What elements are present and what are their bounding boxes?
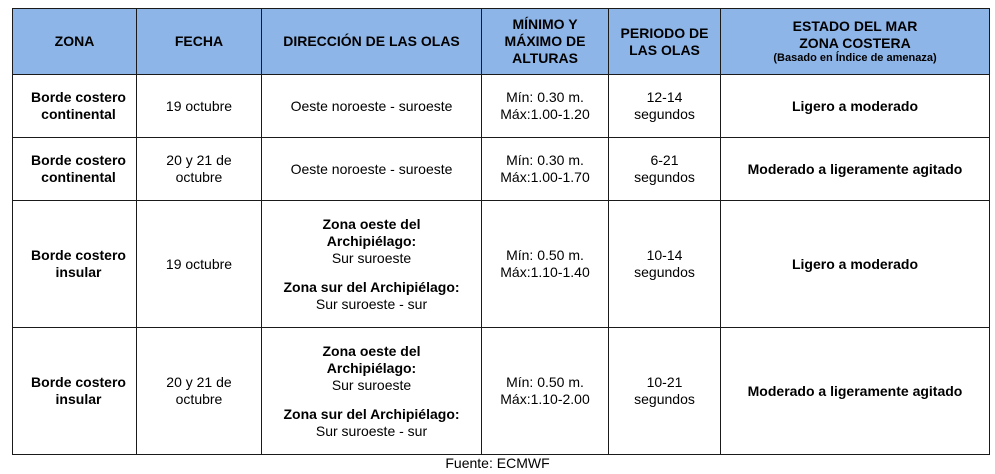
spacer: [262, 394, 481, 406]
direccion-cell: [262, 201, 482, 328]
alturas-min: Mín: 0.50 m.: [506, 374, 584, 390]
header-estado: [721, 9, 990, 75]
fecha-cell: [137, 328, 262, 455]
direccion-zone-title: Archipiélago:: [326, 359, 417, 376]
header-periodo: [609, 9, 721, 75]
periodo-cell: [609, 328, 721, 455]
zona-cell: [13, 201, 137, 328]
zona-line: Borde costero: [31, 374, 126, 390]
direccion-value: Sur suroeste - sur: [315, 422, 428, 439]
alturas-cell: [482, 138, 609, 201]
header-alturas: [482, 9, 609, 75]
header-row: [13, 9, 990, 75]
estado-cell: Moderado a ligeramente agitado: [721, 138, 990, 201]
periodo-value: 12-14: [646, 89, 683, 105]
table-row: [13, 138, 990, 201]
fecha-line: 20 y 21 de: [166, 374, 232, 390]
header-periodo-line: LAS OLAS: [629, 41, 700, 58]
header-estado-note: (Basado en Índice de amenaza): [773, 52, 937, 64]
zona-line: Borde costero: [31, 247, 126, 263]
header-alturas-line: MÍNIMO Y: [512, 16, 578, 32]
fecha-line: 19 octubre: [165, 97, 233, 114]
source-caption: Fuente: ECMWF: [445, 455, 550, 471]
header-alturas-line: ALTURAS: [512, 50, 578, 66]
periodo-cell: [609, 138, 721, 201]
fecha-line: 20 y 21 de: [166, 152, 232, 168]
zona-line: continental: [41, 169, 116, 185]
wave-forecast-table: [12, 8, 990, 455]
header-fecha: FECHA: [137, 9, 262, 75]
zona-line: Borde costero: [31, 152, 126, 168]
table-row: [13, 201, 990, 328]
estado-cell: Moderado a ligeramente agitado: [721, 328, 990, 455]
direccion-zone-title: Archipiélago:: [326, 232, 417, 249]
periodo-cell: [609, 201, 721, 328]
alturas-max: Máx:1.10-2.00: [500, 391, 590, 407]
direccion-zone-title: Zona oeste del: [322, 215, 421, 232]
direccion-cell: Oeste noroeste - suroeste: [262, 75, 482, 138]
alturas-max: Máx:1.10-1.40: [500, 264, 590, 280]
alturas-min: Mín: 0.50 m.: [506, 247, 584, 263]
zona-line: Borde costero: [31, 89, 126, 105]
zona-line: insular: [55, 391, 102, 407]
fecha-line: octubre: [175, 169, 223, 185]
estado-cell: Ligero a moderado: [721, 75, 990, 138]
zona-cell: [13, 75, 137, 138]
fecha-cell: [137, 201, 262, 328]
periodo-value: 6-21: [650, 152, 679, 168]
zona-line: insular: [55, 264, 102, 280]
header-alturas-line: MÁXIMO DE: [504, 33, 586, 49]
direccion-value: Sur suroeste: [331, 376, 412, 393]
alturas-min: Mín: 0.30 m.: [506, 89, 584, 105]
alturas-max: Máx:1.00-1.20: [500, 106, 590, 122]
header-estado-line: ESTADO DEL MAR: [792, 18, 918, 34]
spacer: [262, 267, 481, 279]
table-row: [13, 75, 990, 138]
alturas-max: Máx:1.00-1.70: [500, 169, 590, 185]
periodo-unit: segundos: [634, 106, 695, 122]
zona-line: continental: [41, 106, 116, 122]
alturas-cell: [482, 328, 609, 455]
header-zona: ZONA: [13, 9, 137, 75]
direccion-cell: [262, 328, 482, 455]
alturas-min: Mín: 0.30 m.: [506, 152, 584, 168]
zona-cell: [13, 138, 137, 201]
direccion-cell: Oeste noroeste - suroeste: [262, 138, 482, 201]
direccion-zone-title: Zona sur del Archipiélago:: [283, 405, 460, 422]
periodo-cell: [609, 75, 721, 138]
periodo-unit: segundos: [634, 391, 695, 407]
direccion-value: Sur suroeste: [331, 249, 412, 266]
fecha-line: octubre: [175, 391, 223, 407]
periodo-value: 10-14: [646, 247, 683, 263]
direccion-zone-title: Zona oeste del: [322, 342, 421, 359]
alturas-cell: [482, 75, 609, 138]
table-row: [13, 328, 990, 455]
alturas-cell: [482, 201, 609, 328]
fecha-line: 19 octubre: [165, 255, 233, 272]
fecha-cell: [137, 75, 262, 138]
header-estado-line: ZONA COSTERA: [799, 35, 911, 51]
estado-cell: Ligero a moderado: [721, 201, 990, 328]
periodo-value: 10-21: [646, 374, 683, 390]
header-periodo-line: PERIODO DE: [620, 24, 709, 41]
periodo-unit: segundos: [634, 169, 695, 185]
zona-cell: [13, 328, 137, 455]
fecha-cell: [137, 138, 262, 201]
direccion-zone-title: Zona sur del Archipiélago:: [283, 278, 460, 295]
periodo-unit: segundos: [634, 264, 695, 280]
direccion-value: Sur suroeste - sur: [315, 295, 428, 312]
header-direccion: DIRECCIÓN DE LAS OLAS: [262, 9, 482, 75]
